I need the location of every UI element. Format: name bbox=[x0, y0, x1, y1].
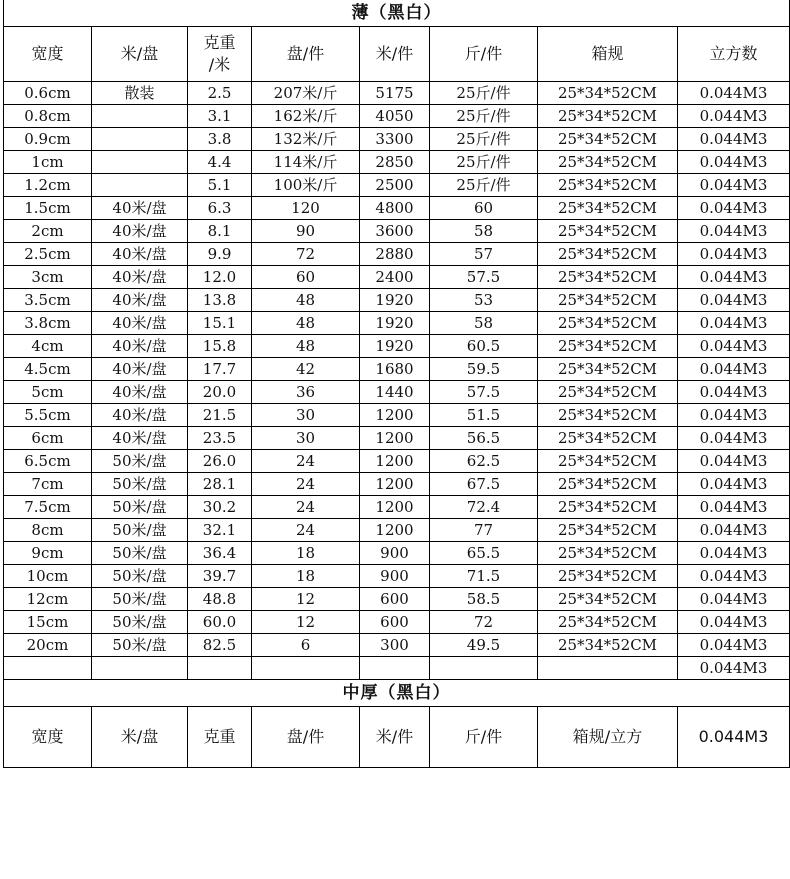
header-width: 宽度 bbox=[4, 27, 92, 82]
cell-cubic: 0.044M3 bbox=[678, 450, 790, 473]
cell-jin-per-case: 58 bbox=[430, 312, 538, 335]
cell-cubic: 0.044M3 bbox=[678, 151, 790, 174]
cell-weight: 20.0 bbox=[188, 381, 252, 404]
table-row bbox=[4, 82, 790, 105]
cell-jin-per-case: 25斤/件 bbox=[430, 174, 538, 197]
table-row bbox=[4, 519, 790, 542]
cell-reels-per-case: 60 bbox=[252, 266, 360, 289]
table-row bbox=[4, 565, 790, 588]
cell-meters-per-reel: 40米/盘 bbox=[92, 404, 188, 427]
cell-weight: 15.8 bbox=[188, 335, 252, 358]
cell-reels-per-case: 12 bbox=[252, 611, 360, 634]
table-row bbox=[4, 450, 790, 473]
cell-reels-per-case: 162米/斤 bbox=[252, 105, 360, 128]
cell-reels-per-case: 48 bbox=[252, 289, 360, 312]
cell-jin-per-case: 58.5 bbox=[430, 588, 538, 611]
cell-box-size: 25*34*52CM bbox=[538, 220, 678, 243]
cell-cubic: 0.044M3 bbox=[678, 312, 790, 335]
cell-reels-per-case: 24 bbox=[252, 450, 360, 473]
cell-weight: 26.0 bbox=[188, 450, 252, 473]
cell-reels-per-case: 30 bbox=[252, 404, 360, 427]
cell-width bbox=[4, 657, 92, 680]
cell-cubic: 0.044M3 bbox=[678, 519, 790, 542]
cell-jin-per-case: 56.5 bbox=[430, 427, 538, 450]
cell-reels-per-case: 48 bbox=[252, 335, 360, 358]
cell-weight: 32.1 bbox=[188, 519, 252, 542]
cell-jin-per-case: 49.5 bbox=[430, 634, 538, 657]
cell-weight: 3.8 bbox=[188, 128, 252, 151]
header-weight: 克重 bbox=[188, 707, 252, 768]
cell-cubic: 0.044M3 bbox=[678, 657, 790, 680]
cell-weight: 13.8 bbox=[188, 289, 252, 312]
cell-reels-per-case: 24 bbox=[252, 473, 360, 496]
cell-weight: 17.7 bbox=[188, 358, 252, 381]
header-jin-per-case: 斤/件 bbox=[430, 707, 538, 768]
cell-cubic: 0.044M3 bbox=[678, 358, 790, 381]
cell-width: 2cm bbox=[4, 220, 92, 243]
header-jin-per-case: 斤/件 bbox=[430, 27, 538, 82]
cell-jin-per-case: 53 bbox=[430, 289, 538, 312]
cell-width: 5cm bbox=[4, 381, 92, 404]
cell-cubic: 0.044M3 bbox=[678, 588, 790, 611]
cell-jin-per-case: 77 bbox=[430, 519, 538, 542]
cell-meters-per-reel: 50米/盘 bbox=[92, 634, 188, 657]
header-weight-per-meter bbox=[188, 27, 252, 82]
cell-meters-per-reel: 40米/盘 bbox=[92, 220, 188, 243]
cell-jin-per-case: 57.5 bbox=[430, 381, 538, 404]
cell-meters-per-case: 1920 bbox=[360, 335, 430, 358]
header-row bbox=[4, 707, 790, 768]
cell-meters-per-reel: 40米/盘 bbox=[92, 427, 188, 450]
cell-cubic: 0.044M3 bbox=[678, 611, 790, 634]
cell-jin-per-case: 72 bbox=[430, 611, 538, 634]
cell-meters-per-case bbox=[360, 657, 430, 680]
cell-meters-per-case: 600 bbox=[360, 611, 430, 634]
cell-cubic: 0.044M3 bbox=[678, 496, 790, 519]
table-row bbox=[4, 105, 790, 128]
cell-meters-per-reel bbox=[92, 105, 188, 128]
cell-weight: 23.5 bbox=[188, 427, 252, 450]
cell-cubic: 0.044M3 bbox=[678, 243, 790, 266]
table-row bbox=[4, 312, 790, 335]
cell-width: 1.5cm bbox=[4, 197, 92, 220]
cell-weight bbox=[188, 657, 252, 680]
cell-reels-per-case: 120 bbox=[252, 197, 360, 220]
cell-width: 8cm bbox=[4, 519, 92, 542]
table-row bbox=[4, 634, 790, 657]
header-meters-per-reel: 米/盘 bbox=[92, 27, 188, 82]
cell-width: 10cm bbox=[4, 565, 92, 588]
table-row bbox=[4, 657, 790, 680]
cell-meters-per-reel: 散装 bbox=[92, 82, 188, 105]
table-row bbox=[4, 266, 790, 289]
cell-width: 7cm bbox=[4, 473, 92, 496]
cell-meters-per-reel: 40米/盘 bbox=[92, 197, 188, 220]
cell-reels-per-case: 114米/斤 bbox=[252, 151, 360, 174]
table-row bbox=[4, 542, 790, 565]
cell-weight: 9.9 bbox=[188, 243, 252, 266]
cell-cubic: 0.044M3 bbox=[678, 381, 790, 404]
cell-weight: 48.8 bbox=[188, 588, 252, 611]
cell-jin-per-case: 60 bbox=[430, 197, 538, 220]
header-weight-line2: /米 bbox=[208, 55, 231, 74]
cell-jin-per-case: 51.5 bbox=[430, 404, 538, 427]
cell-meters-per-case: 1440 bbox=[360, 381, 430, 404]
section-thin bbox=[4, 0, 790, 680]
cell-meters-per-reel: 40米/盘 bbox=[92, 243, 188, 266]
cell-width: 3.5cm bbox=[4, 289, 92, 312]
cell-reels-per-case: 207米/斤 bbox=[252, 82, 360, 105]
cell-meters-per-reel: 50米/盘 bbox=[92, 542, 188, 565]
cell-cubic: 0.044M3 bbox=[678, 634, 790, 657]
cell-cubic: 0.044M3 bbox=[678, 220, 790, 243]
cell-jin-per-case: 62.5 bbox=[430, 450, 538, 473]
cell-reels-per-case: 18 bbox=[252, 542, 360, 565]
cell-weight: 36.4 bbox=[188, 542, 252, 565]
cell-meters-per-reel: 50米/盘 bbox=[92, 450, 188, 473]
cell-meters-per-reel: 50米/盘 bbox=[92, 588, 188, 611]
cell-meters-per-case: 300 bbox=[360, 634, 430, 657]
cell-meters-per-case: 4050 bbox=[360, 105, 430, 128]
cell-jin-per-case: 71.5 bbox=[430, 565, 538, 588]
spec-table bbox=[3, 0, 790, 768]
cell-weight: 60.0 bbox=[188, 611, 252, 634]
cell-meters-per-reel: 40米/盘 bbox=[92, 335, 188, 358]
cell-weight: 28.1 bbox=[188, 473, 252, 496]
cell-meters-per-case: 3300 bbox=[360, 128, 430, 151]
cell-meters-per-reel bbox=[92, 128, 188, 151]
cell-jin-per-case: 25斤/件 bbox=[430, 128, 538, 151]
cell-box-size: 25*34*52CM bbox=[538, 174, 678, 197]
header-box-size: 箱规/立方 bbox=[538, 707, 678, 768]
cell-meters-per-case: 3600 bbox=[360, 220, 430, 243]
cell-box-size: 25*34*52CM bbox=[538, 82, 678, 105]
cell-box-size: 25*34*52CM bbox=[538, 128, 678, 151]
cell-meters-per-case: 2400 bbox=[360, 266, 430, 289]
cell-meters-per-case: 1680 bbox=[360, 358, 430, 381]
cell-width: 6.5cm bbox=[4, 450, 92, 473]
cell-box-size: 25*34*52CM bbox=[538, 588, 678, 611]
table-row bbox=[4, 611, 790, 634]
cell-meters-per-case: 1200 bbox=[360, 496, 430, 519]
cell-meters-per-case: 600 bbox=[360, 588, 430, 611]
cell-meters-per-reel: 50米/盘 bbox=[92, 611, 188, 634]
cell-weight: 8.1 bbox=[188, 220, 252, 243]
cell-width: 9cm bbox=[4, 542, 92, 565]
cell-meters-per-case: 2850 bbox=[360, 151, 430, 174]
cell-jin-per-case: 25斤/件 bbox=[430, 105, 538, 128]
cell-cubic: 0.044M3 bbox=[678, 128, 790, 151]
header-row bbox=[4, 27, 790, 82]
header-meters-per-case: 米/件 bbox=[360, 707, 430, 768]
cell-meters-per-case: 1200 bbox=[360, 404, 430, 427]
cell-cubic: 0.044M3 bbox=[678, 197, 790, 220]
table-row bbox=[4, 381, 790, 404]
cell-jin-per-case: 72.4 bbox=[430, 496, 538, 519]
cell-meters-per-reel: 50米/盘 bbox=[92, 565, 188, 588]
cell-box-size: 25*34*52CM bbox=[538, 519, 678, 542]
table-row bbox=[4, 151, 790, 174]
cell-box-size: 25*34*52CM bbox=[538, 358, 678, 381]
cell-width: 2.5cm bbox=[4, 243, 92, 266]
cell-meters-per-case: 5175 bbox=[360, 82, 430, 105]
table-row bbox=[4, 404, 790, 427]
header-cubic: 立方数 bbox=[678, 27, 790, 82]
cell-reels-per-case: 48 bbox=[252, 312, 360, 335]
cell-meters-per-case: 1920 bbox=[360, 312, 430, 335]
cell-box-size: 25*34*52CM bbox=[538, 496, 678, 519]
table-row bbox=[4, 358, 790, 381]
cell-meters-per-case: 4800 bbox=[360, 197, 430, 220]
cell-meters-per-case: 2880 bbox=[360, 243, 430, 266]
cell-meters-per-case: 1200 bbox=[360, 473, 430, 496]
cell-cubic: 0.044M3 bbox=[678, 105, 790, 128]
cell-cubic: 0.044M3 bbox=[678, 473, 790, 496]
cell-meters-per-reel bbox=[92, 174, 188, 197]
cell-cubic: 0.044M3 bbox=[678, 174, 790, 197]
cell-box-size: 25*34*52CM bbox=[538, 611, 678, 634]
cell-weight: 39.7 bbox=[188, 565, 252, 588]
cell-box-size: 25*34*52CM bbox=[538, 266, 678, 289]
cell-jin-per-case: 57.5 bbox=[430, 266, 538, 289]
cell-box-size: 25*34*52CM bbox=[538, 151, 678, 174]
cell-weight: 6.3 bbox=[188, 197, 252, 220]
cell-box-size: 25*34*52CM bbox=[538, 289, 678, 312]
cell-box-size: 25*34*52CM bbox=[538, 634, 678, 657]
cell-weight: 3.1 bbox=[188, 105, 252, 128]
cell-reels-per-case: 12 bbox=[252, 588, 360, 611]
cell-meters-per-reel bbox=[92, 151, 188, 174]
section-medium bbox=[4, 680, 790, 768]
table-row bbox=[4, 496, 790, 519]
table-row bbox=[4, 174, 790, 197]
cell-meters-per-reel: 40米/盘 bbox=[92, 312, 188, 335]
cell-weight: 2.5 bbox=[188, 82, 252, 105]
header-reels-per-case: 盘/件 bbox=[252, 27, 360, 82]
cell-width: 20cm bbox=[4, 634, 92, 657]
cell-cubic: 0.044M3 bbox=[678, 565, 790, 588]
cell-weight: 82.5 bbox=[188, 634, 252, 657]
cell-width: 3.8cm bbox=[4, 312, 92, 335]
cell-width: 1cm bbox=[4, 151, 92, 174]
cell-weight: 4.4 bbox=[188, 151, 252, 174]
header-meters-per-case: 米/件 bbox=[360, 27, 430, 82]
cell-weight: 12.0 bbox=[188, 266, 252, 289]
cell-width: 6cm bbox=[4, 427, 92, 450]
section-title-row bbox=[4, 680, 790, 707]
cell-box-size: 25*34*52CM bbox=[538, 542, 678, 565]
header-meters-per-reel: 米/盘 bbox=[92, 707, 188, 768]
table-row bbox=[4, 243, 790, 266]
cell-reels-per-case: 36 bbox=[252, 381, 360, 404]
header-cubic: 0.044M3 bbox=[678, 707, 790, 768]
cell-jin-per-case: 60.5 bbox=[430, 335, 538, 358]
cell-reels-per-case: 42 bbox=[252, 358, 360, 381]
cell-reels-per-case bbox=[252, 657, 360, 680]
cell-meters-per-reel: 50米/盘 bbox=[92, 496, 188, 519]
cell-width: 0.6cm bbox=[4, 82, 92, 105]
cell-meters-per-reel: 40米/盘 bbox=[92, 289, 188, 312]
header-width: 宽度 bbox=[4, 707, 92, 768]
cell-jin-per-case: 25斤/件 bbox=[430, 82, 538, 105]
cell-cubic: 0.044M3 bbox=[678, 404, 790, 427]
cell-box-size: 25*34*52CM bbox=[538, 243, 678, 266]
cell-width: 7.5cm bbox=[4, 496, 92, 519]
cell-box-size: 25*34*52CM bbox=[538, 105, 678, 128]
cell-box-size: 25*34*52CM bbox=[538, 565, 678, 588]
cell-meters-per-case: 900 bbox=[360, 542, 430, 565]
cell-reels-per-case: 72 bbox=[252, 243, 360, 266]
cell-reels-per-case: 24 bbox=[252, 496, 360, 519]
cell-jin-per-case: 67.5 bbox=[430, 473, 538, 496]
cell-cubic: 0.044M3 bbox=[678, 289, 790, 312]
cell-box-size: 25*34*52CM bbox=[538, 427, 678, 450]
cell-jin-per-case: 25斤/件 bbox=[430, 151, 538, 174]
cell-cubic: 0.044M3 bbox=[678, 335, 790, 358]
cell-meters-per-reel: 50米/盘 bbox=[92, 473, 188, 496]
cell-meters-per-case: 1920 bbox=[360, 289, 430, 312]
table-row bbox=[4, 473, 790, 496]
cell-reels-per-case: 24 bbox=[252, 519, 360, 542]
cell-reels-per-case: 90 bbox=[252, 220, 360, 243]
cell-width: 3cm bbox=[4, 266, 92, 289]
table-row bbox=[4, 588, 790, 611]
cell-box-size: 25*34*52CM bbox=[538, 197, 678, 220]
cell-cubic: 0.044M3 bbox=[678, 542, 790, 565]
header-reels-per-case: 盘/件 bbox=[252, 707, 360, 768]
cell-weight: 5.1 bbox=[188, 174, 252, 197]
cell-reels-per-case: 100米/斤 bbox=[252, 174, 360, 197]
cell-reels-per-case: 132米/斤 bbox=[252, 128, 360, 151]
cell-meters-per-reel bbox=[92, 657, 188, 680]
cell-width: 12cm bbox=[4, 588, 92, 611]
cell-box-size: 25*34*52CM bbox=[538, 450, 678, 473]
table-row bbox=[4, 289, 790, 312]
cell-reels-per-case: 6 bbox=[252, 634, 360, 657]
cell-meters-per-case: 1200 bbox=[360, 450, 430, 473]
cell-meters-per-reel: 40米/盘 bbox=[92, 358, 188, 381]
cell-cubic: 0.044M3 bbox=[678, 427, 790, 450]
header-box-size: 箱规 bbox=[538, 27, 678, 82]
cell-cubic: 0.044M3 bbox=[678, 266, 790, 289]
cell-box-size: 25*34*52CM bbox=[538, 381, 678, 404]
cell-jin-per-case: 57 bbox=[430, 243, 538, 266]
cell-box-size: 25*34*52CM bbox=[538, 404, 678, 427]
cell-meters-per-case: 1200 bbox=[360, 427, 430, 450]
cell-cubic: 0.044M3 bbox=[678, 82, 790, 105]
table-row bbox=[4, 197, 790, 220]
cell-width: 5.5cm bbox=[4, 404, 92, 427]
cell-width: 0.8cm bbox=[4, 105, 92, 128]
cell-meters-per-reel: 40米/盘 bbox=[92, 266, 188, 289]
cell-width: 0.9cm bbox=[4, 128, 92, 151]
cell-weight: 15.1 bbox=[188, 312, 252, 335]
cell-reels-per-case: 18 bbox=[252, 565, 360, 588]
cell-meters-per-case: 1200 bbox=[360, 519, 430, 542]
cell-meters-per-case: 900 bbox=[360, 565, 430, 588]
header-weight-line1: 克重 bbox=[203, 33, 236, 52]
table-row bbox=[4, 427, 790, 450]
cell-width: 15cm bbox=[4, 611, 92, 634]
cell-width: 4cm bbox=[4, 335, 92, 358]
cell-box-size bbox=[538, 657, 678, 680]
cell-jin-per-case: 65.5 bbox=[430, 542, 538, 565]
cell-weight: 30.2 bbox=[188, 496, 252, 519]
cell-jin-per-case: 58 bbox=[430, 220, 538, 243]
cell-meters-per-case: 2500 bbox=[360, 174, 430, 197]
section-title: 薄（黑白） bbox=[4, 0, 790, 27]
cell-jin-per-case: 59.5 bbox=[430, 358, 538, 381]
table-row bbox=[4, 220, 790, 243]
cell-width: 1.2cm bbox=[4, 174, 92, 197]
section-title-row bbox=[4, 0, 790, 27]
section-title: 中厚（黑白） bbox=[4, 680, 790, 707]
table-row bbox=[4, 128, 790, 151]
cell-meters-per-reel: 40米/盘 bbox=[92, 381, 188, 404]
cell-box-size: 25*34*52CM bbox=[538, 335, 678, 358]
cell-weight: 21.5 bbox=[188, 404, 252, 427]
cell-jin-per-case bbox=[430, 657, 538, 680]
table-row bbox=[4, 335, 790, 358]
cell-width: 4.5cm bbox=[4, 358, 92, 381]
cell-box-size: 25*34*52CM bbox=[538, 473, 678, 496]
cell-reels-per-case: 30 bbox=[252, 427, 360, 450]
cell-box-size: 25*34*52CM bbox=[538, 312, 678, 335]
cell-meters-per-reel: 50米/盘 bbox=[92, 519, 188, 542]
